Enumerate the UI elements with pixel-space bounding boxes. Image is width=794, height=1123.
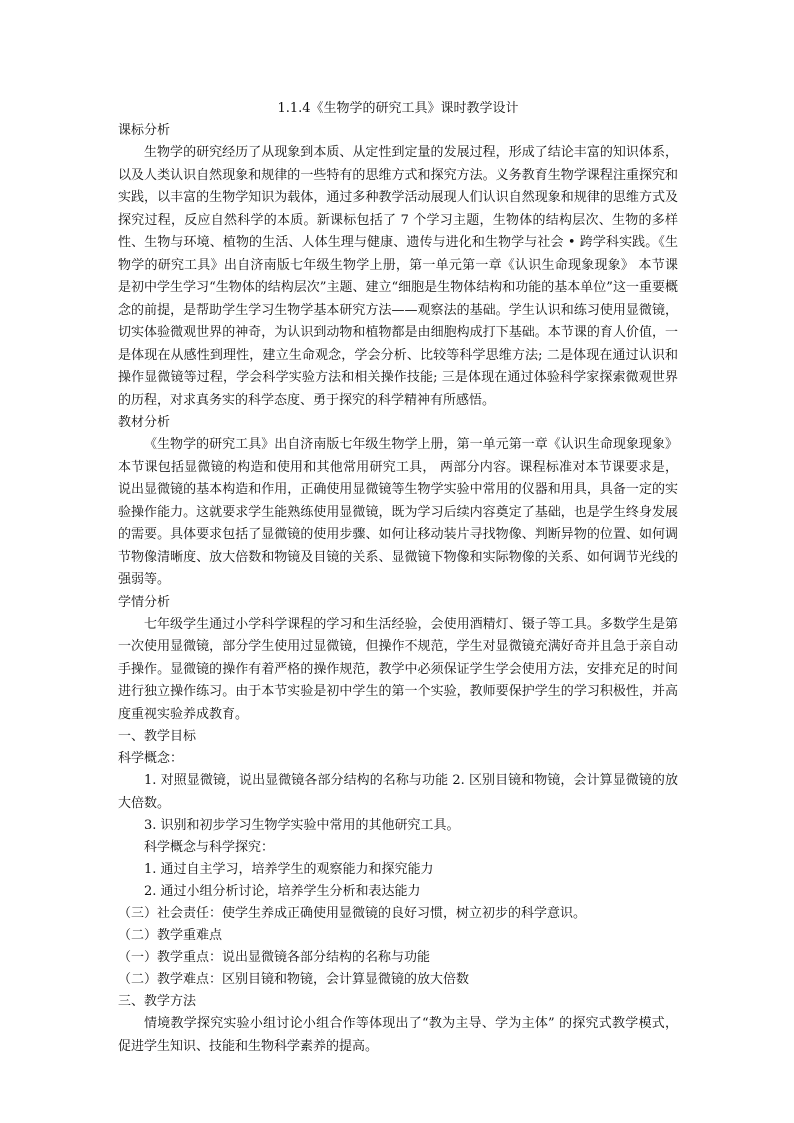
keypoints-item-1: （一）教学重点：说出显微镜各部分结构的名称与功能 [118,950,431,965]
section-heading-textbook: 教材分析 [118,415,171,430]
objectives-item-4: 1. 通过自主学习，培养学生的观察能力和探究能力 [144,862,434,877]
section-heading-methods: 三、教学方法 [118,994,197,1009]
section-body-curriculum: 生物学的研究经历了从现象到本质、从定性到定量的发展过程，形成了结论丰富的知识体系，以及人类认识自然现象和规律的一些特有的思维方式和探究方法。义务教育生物学课程注重探究和实践，以丰富的生物学知识为载体，通过多种教学活动展现人们认识自然现象和规律的思维方式及探究过程，反应自然科学的本质。新课标包括了 7 个学习主题，生物体的结构层次、生物的多样性、生物与环境、植物的生活、人体生理与健康、遗传与进化和生物学与社会 • 跨学科实践。《生物学的研究工具》出自济南版七年级生物学上册，第一单元第一章《认识生命现象现象》 本节课是初中学生学习“生物体的结构层次”主题、建立“细胞是生物体结构和功能的基本单位”这一重要概念的前提，是帮助学生学习生物学基本研究方法——观察法的基础。学生认识和练习使用显微镜，切实体验微观世界的神奇，为认识到动物和植物都是由细胞构成打下基础。本节课的育人价值，一是体现在从感性到理性，建立生命观念，学会分析、比较等科学思维方法; 二是体现在通过认识和操作显微镜等过程，学会科学实验方法和相关操作技能; 三是体现在通过体验科学家探索微观世界的历程，对求真务实的科学态度、勇于探究的科学精神有所感悟。 [118,145,678,408]
keypoints-item-2: （二）教学难点：区别目镜和物镜，会计算显微镜的放大倍数 [118,972,470,987]
document-page [118,98,678,1058]
section-heading-students: 学情分析 [118,594,171,610]
objectives-subheading-concepts: 科学概念： [118,751,184,766]
objectives-item-3: 3. 识别和初步学习生物学实验中常用的其他研究工具。 [144,818,460,833]
section-body-textbook: 《生物学的研究工具》出自济南版七年级生物学上册，第一单元第一章《认识生命现象现象》 本节课包括显微镜的构造和使用和其他常用研究工具， 两部分内容。课程标准对本节课要求是，说出显微镜的基本构造和作用，正确使用显微镜等生物学实验中常用的仪器和用具，具备一定的实验操作能力。这就要求学生能熟练使用显微镜，既为学习后续内容奠定了基础，也是学生终身发展的需要。具体要求包括了显微镜的使用步骤、如何让移动装片寻找物像、判断异物的位置、如何调节物像清晰度、放大倍数和物镜及目镜的关系、显微镜下物像和实际物像的关系、如何调节光线的强弱等。 [118,437,678,587]
section-heading-objectives: 一、教学目标 [118,729,197,744]
objectives-item-1: 1. 对照显微镜，说出显微镜各部分结构的名称与功能 2. 区别目镜和物镜，会计算显微镜的放大倍数。 [118,773,678,811]
objectives-subheading-inquiry: 科学概念与科学探究： [144,840,275,855]
document-title: 1.1.4《生物学的研究工具》课时教学设计 [277,101,519,116]
objectives-item-5: 2. 通过小组分析讨论，培养学生分析和表达能力 [144,884,421,899]
objectives-item-social: （三）社会责任：使学生养成正确使用显微镜的良好习惯，树立初步的科学意识。 [118,906,587,921]
section-heading-curriculum: 课标分析 [118,123,171,138]
section-body-students: 七年级学生通过小学科学课程的学习和生活经验，会使用酒精灯、镊子等工具。多数学生是第一次使用显微镜，部分学生使用过显微镜，但操作不规范，学生对显微镜充满好奇并且急于亲自动手操作。显微镜的操作有着严格的操作规范，教学中必须保证学生学会使用方法，安排充足的时间进行独立操作练习。由于本节实验是初中学生的第一个实验，教师要保护学生的学习积极性，并高度重视实验养成教育。 [118,616,678,722]
section-heading-keypoints: （二）教学重难点 [118,928,223,943]
section-body-methods: 情境教学探究实验小组讨论小组合作等体现出了“教为主导、学为主体” 的探究式教学模式，促进学生知识、技能和生物科学素养的提高。 [118,1016,678,1054]
